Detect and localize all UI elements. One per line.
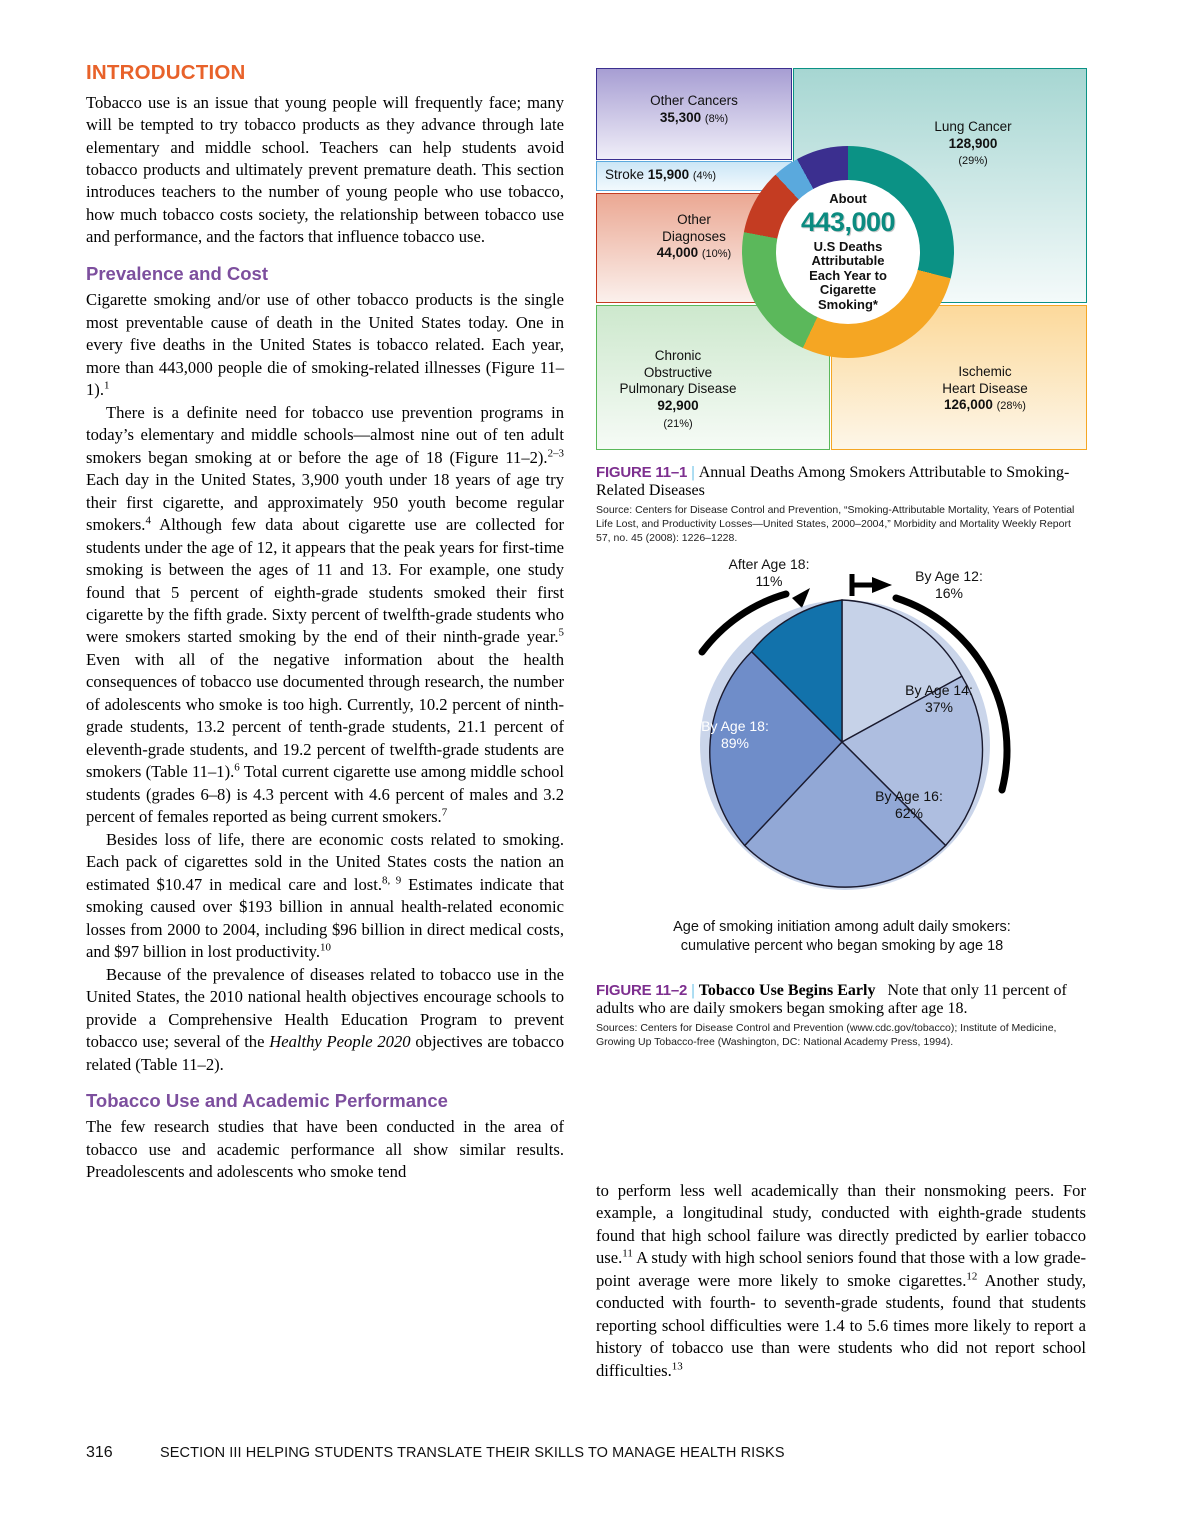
footnote-ref-1: 1 [103,379,110,392]
prevalence-2-b: Each day in the United States, 3,900 youth under 18 years of age try their first cigarette, and approximately 950 youth become regular smokers. [86,470,564,535]
paragraph-academic-2 [596,1180,1086,1382]
paragraph-prevalence-3 [86,829,564,964]
donut-line4: Cigarette [819,282,877,298]
donut-line5: Smoking* [818,296,878,312]
paragraph-prevalence-2 [86,402,564,829]
prevalence-2-e: Total current cigarette use among middle school students (grades 6–8) is 4.3 percent with 4.6 percent of males and 3.2 percent of females reported as being current smokers. [86,762,564,827]
prevalence-2-c: Although few data about cigarette use are collected for students under the age of 12, it appears that the peak years for first-time smoking is between the ages of 11 and 13. For example, one study found that 5 percent of eighth-grade students smoked their first cigarette by the fifth grade. Sixty percent of twelfth-grade students who were smokers started smoking by the end of their ninth-grade year. [86,515,564,647]
by-age-12-name: By Age 12: [915,567,983,584]
figure-11-2-title: Tobacco Use Begins Early [698,981,876,999]
pie-label-by-age-16 [844,788,974,823]
by-age-16-name: By Age 16: [875,787,943,804]
prevalence-4-b: objectives are tobacco related (Table 11–2). [86,1032,565,1074]
figure-11-1-number: FIGURE 11–1 [596,464,688,481]
pct-copd: (21%) [663,417,693,430]
page-number: 316 [86,1444,113,1461]
paragraph-academic-1: The few research studies that have been conducted in the area of tobacco use and academic performance all show similar results. Preadolescents and adolescents who smoke tend [86,1117,564,1182]
label-other-cancers: Other Cancers [650,93,738,108]
pct-stroke: (4%) [692,170,717,182]
label-lung-cancer: Lung Cancer [934,119,1012,134]
figure-11-2-number: FIGURE 11–2 [596,981,688,999]
pct-ihd: (28%) [996,400,1026,413]
by-age-18-pct: 89% [720,735,750,752]
footnote-ref-13: 13 [671,1360,683,1373]
figure-11-1-caption [596,464,1088,546]
label-copd-line2: Obstructive [643,364,713,380]
figure-11-1-donut-chart [596,62,1088,452]
academic-2-c: Another study, conducted with fourth- to seventh-grade students, found that students reporting school difficulties were 1.4 to 5.6 times more likely to report a history of tobacco use than were students who did not report school difficulties. [596,1270,1086,1380]
paragraph-intro: Tobacco use is an issue that young people will frequently face; many will be tempted to try tobacco products as they advance through late elementary and middle school. Teachers can help students avoid tobacco products and ultimately prevent premature death. This section introduces teachers to the number of young people who use tobacco, how much tobacco costs society, the relationship between tobacco use and performance, and the factors that influence tobacco use. [86,92,564,247]
footnote-ref-8-9: 8, 9 [382,874,402,887]
value-other-cancers: 35,300 [659,109,702,125]
by-age-12-pct: 16% [934,585,964,602]
footnote-ref-4: 4 [145,514,151,527]
prevalence-4-a: Because of the prevalence of diseases related to tobacco use in the United States, the 2010 national health objectives encourage schools to provide a Comprehensive Health Education Program to prevent tobacco use; several of the [86,964,564,1052]
pie-chart-caption [596,918,1088,957]
caption-divider-2: | [691,981,695,999]
bottom-right-column [596,1180,1086,1382]
value-stroke: 15,900 [647,167,690,182]
by-age-18-name: By Age 18: [701,717,769,734]
footer-section-title: SECTION III HELPING STUDENTS TRANSLATE THEIR SKILLS TO MANAGE HEALTH RISKS [160,1445,785,1461]
pie-caption-line-2: cumulative percent who began smoking by age 18 [680,938,1004,955]
paragraph-prevalence-4 [86,964,564,1076]
by-age-16-pct: 62% [894,805,924,822]
pct-other-diagnoses: (10%) [701,248,732,261]
label-ihd-line1: Ischemic [958,364,1012,379]
pie-label-by-age-14 [874,682,1004,717]
after-age-18-name: After Age 18: [728,555,810,572]
footnote-ref-10: 10 [320,941,331,954]
donut-total: 443,000 [800,207,896,238]
footnote-ref-2-3: 2–3 [547,447,564,460]
figure-11-1-title: Annual Deaths Among Smokers Attributable to Smoking-Related Diseases [596,464,1070,499]
label-other-diagnoses-line1: Other [677,212,711,227]
value-ihd: 126,000 [944,397,993,413]
academic-2-b: A study with high school seniors found that those with a low grade-point average were more likely to smoke cigarettes. [596,1248,1086,1290]
heading-tobacco-academic-performance: Tobacco Use and Academic Performance [86,1090,448,1112]
pie-label-by-age-12 [884,568,1014,603]
figure-11-2-source: Sources: Centers for Disease Control and Prevention (www.cdc.gov/tobacco); Institute of Medicine, Growing Up Tobacco-free (Washington, DC: National Academy Press, 1994). [596,1021,1057,1048]
figure-11-2-caption [596,982,1088,1050]
donut-about: About [829,190,867,206]
prevalence-1-text: Cigarette smoking and/or use of other tobacco products is the single most preventable cause of death in the United States today. One in every five deaths in the United States is tobacco related. Each year, more than 443,000 people die of smoking-related illnesses (Figure 11–1). [86,290,564,400]
left-column [86,62,564,1184]
prevalence-2-a: There is a definite need for tobacco use prevention programs in today’s elementary and middle schools—almost nine out of ten adult smokers began smoking at or before the age of 18 (Figure 11–2). [86,402,564,467]
by-age-14-pct: 37% [924,699,954,716]
academic-2-a: to perform less well academically than their nonsmoking peers. For example, a longitudinal study, conducted with eighth-grade students found that high school failure was directly predicted by earlier tobacco use. [596,1181,1086,1268]
donut-line1: U.S Deaths [813,238,883,254]
right-column [596,62,1088,1050]
figure-11-2-pie-chart [596,555,1088,960]
pie-label-by-age-18 [660,718,810,753]
label-copd-line1: Chronic [654,348,702,363]
healthy-people-title: Healthy People 2020 [269,1032,411,1052]
pct-other-cancers: (8%) [704,112,729,125]
label-ihd-line2: Heart Disease [942,380,1028,396]
footnote-ref-11: 11 [622,1247,633,1260]
value-copd: 92,900 [657,398,699,414]
donut-ring [742,146,954,358]
figure-11-1-source: Source: Centers for Disease Control and Prevention, “Smoking-Attributable Mortality, Years of Potential Life Lost, and Productivity Losses—United States, 2000–2004,” Morbidity and Mortality Weekly Report 57, no. 45 (2008): 1226–1228. [596,504,1075,544]
pie-label-after-age-18 [694,556,844,591]
footnote-ref-7: 7 [441,806,448,819]
footnote-ref-6: 6 [234,761,240,774]
label-other-diagnoses-line2: Diagnoses [662,228,726,244]
heading-prevalence-and-cost: Prevalence and Cost [86,262,268,284]
pie-caption-line-1: Age of smoking initiation among adult daily smokers: [673,918,1011,935]
paragraph-prevalence-1 [86,289,564,401]
figure-11-2-note: Note that only 11 percent of adults who are daily smokers began smoking after age 18. [596,981,1067,1017]
prevalence-3-a: Besides loss of life, there are economic costs related to smoking. Each pack of cigarettes sold in the United States costs the nation an estimated $10.47 in medical care and lost. [86,829,564,894]
prevalence-2-d: Even with all of the negative information about the health consequences of tobacco use documented through research, the number of adolescents who smoke is too high. Currently, 10.2 percent of ninth-grade students, 13.2 percent of tenth-grade students, 21.1 percent of eleventh-grade students, and 19.2 percent of twelfth-grade students are smokers (Table 11–1). [86,649,564,782]
donut-line2: Attributable [811,253,885,269]
pct-lung-cancer: (29%) [958,155,988,168]
after-age-18-pct: 11% [755,573,783,590]
label-stroke: Stroke [605,167,645,182]
footnote-ref-12: 12 [966,1270,978,1283]
label-copd-line3: Pulmonary Disease [619,381,737,397]
page-footer [86,1444,1106,1462]
footnote-ref-5: 5 [558,626,564,639]
value-lung-cancer: 128,900 [948,135,998,151]
value-other-diagnoses: 44,000 [656,245,699,261]
page-title: INTRODUCTION [86,61,246,84]
donut-center-text [742,146,954,358]
caption-divider: | [691,464,695,481]
by-age-14-name: By Age 14: [905,681,973,698]
donut-line3: Each Year to [809,267,887,283]
prevalence-3-b: Estimates indicate that smoking caused over $193 billion in annual health-related economic losses from 2000 to 2004, including $96 billion in direct medical costs, and $97 billion in lost productivity. [86,874,564,962]
